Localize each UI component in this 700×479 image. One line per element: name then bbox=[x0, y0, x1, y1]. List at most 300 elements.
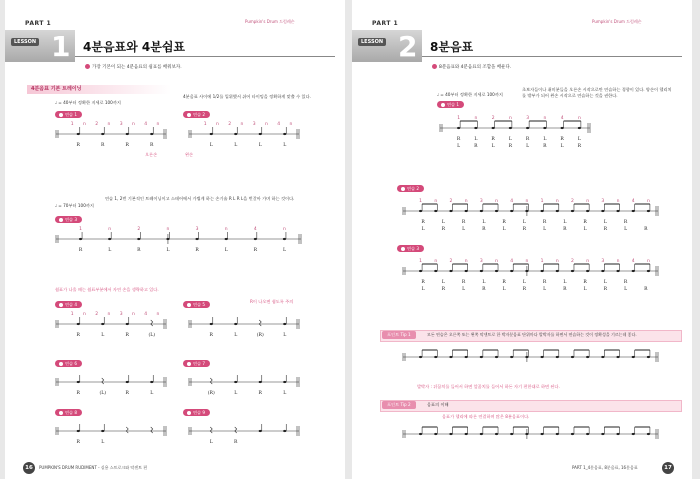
count-label: 4 bbox=[277, 122, 281, 127]
note-head bbox=[465, 356, 468, 358]
tempo-2: ♩ = 70부터 100까지 bbox=[55, 203, 94, 208]
sticking-label: R bbox=[583, 280, 587, 285]
note-head bbox=[259, 430, 262, 432]
note-head bbox=[543, 127, 546, 129]
note-head bbox=[419, 356, 422, 358]
note-head bbox=[434, 210, 437, 212]
note-head bbox=[510, 433, 513, 435]
count-label: n bbox=[525, 259, 529, 264]
count-label: n bbox=[156, 122, 160, 127]
sticking-label: R bbox=[76, 391, 80, 396]
intro-text: 8분음표와 4분음표의 조합을 배운다. bbox=[439, 65, 512, 70]
count-label: n bbox=[283, 227, 286, 232]
note-head bbox=[283, 430, 286, 432]
count-label: n bbox=[82, 122, 86, 127]
page-number: 16 bbox=[23, 462, 35, 474]
sticking-label: (L) bbox=[148, 333, 155, 338]
note-head bbox=[259, 381, 262, 383]
count-label: n bbox=[289, 122, 293, 127]
count-label: 4 bbox=[560, 116, 564, 121]
note-head bbox=[526, 127, 529, 129]
note-head bbox=[540, 210, 543, 212]
count-label: n bbox=[215, 122, 219, 127]
count-label: 4 bbox=[510, 199, 514, 204]
sticking-label: L bbox=[603, 280, 607, 285]
count-label: 4 bbox=[253, 227, 257, 232]
count-label: 2 bbox=[449, 199, 453, 204]
note-head bbox=[225, 238, 228, 240]
note-head bbox=[150, 133, 153, 135]
count-label: 2 bbox=[95, 122, 99, 127]
count-label: n bbox=[107, 312, 111, 317]
note-head bbox=[540, 270, 543, 272]
note-head bbox=[77, 133, 80, 135]
count-label: n bbox=[131, 312, 135, 317]
note-head bbox=[540, 356, 543, 358]
rest-mark bbox=[235, 427, 237, 433]
count-label: 3 bbox=[119, 312, 123, 317]
note-head bbox=[647, 433, 650, 435]
left-hand-label: 왼손 bbox=[185, 152, 194, 157]
sticking-label: L bbox=[441, 280, 445, 285]
drum-icon bbox=[401, 187, 405, 191]
note-head bbox=[556, 356, 559, 358]
sticking-label: L bbox=[234, 391, 238, 396]
count-label: 4 bbox=[631, 199, 635, 204]
count-label: 1 bbox=[203, 122, 207, 127]
sticking-label: R bbox=[101, 143, 105, 148]
sticking-label: R bbox=[542, 220, 547, 225]
sticking-label: L bbox=[508, 137, 512, 142]
count-label: 3 bbox=[601, 199, 605, 204]
count-label: n bbox=[577, 116, 581, 121]
sticking-label: L bbox=[482, 280, 486, 285]
note-head bbox=[419, 210, 422, 212]
footer-text: PART 1_4분음표, 8분음표, 16분음표 bbox=[572, 465, 638, 470]
count-label: n bbox=[264, 122, 268, 127]
count-label: 4 bbox=[144, 122, 148, 127]
count-label: n bbox=[166, 227, 170, 232]
count-label: 1 bbox=[419, 259, 423, 264]
note-head bbox=[434, 433, 437, 435]
count-label: 3 bbox=[526, 116, 530, 121]
footer-text: PUMPKIN'S DRUM RUDIMENT - 실용 스트로크와 악센트 편 bbox=[39, 465, 148, 470]
sticking-label: L bbox=[441, 220, 445, 225]
note-head bbox=[510, 356, 513, 358]
sticking-label: L bbox=[522, 280, 526, 285]
note-head bbox=[525, 433, 528, 435]
sticking-label: R bbox=[522, 287, 527, 292]
note-head bbox=[586, 433, 589, 435]
note-head bbox=[283, 238, 286, 240]
sticking-label: L bbox=[543, 137, 547, 142]
note-head bbox=[616, 270, 619, 272]
count-label: 1 bbox=[419, 199, 423, 204]
count-label: n bbox=[543, 116, 547, 121]
sticking-label: L bbox=[150, 391, 154, 396]
note-head bbox=[586, 270, 589, 272]
sticking-label: R bbox=[482, 227, 486, 232]
note-head bbox=[434, 270, 437, 272]
count-label: 3 bbox=[252, 122, 256, 127]
sticking-label: L bbox=[522, 220, 526, 225]
sticking-label: L bbox=[421, 227, 425, 232]
count-label: n bbox=[508, 116, 512, 121]
tip-1-label: 포인트 Tip 1 bbox=[382, 331, 416, 339]
note-head bbox=[166, 238, 169, 240]
note-head bbox=[419, 270, 422, 272]
note-head bbox=[601, 433, 604, 435]
staff-tip-1 bbox=[397, 345, 662, 375]
count-label: 2 bbox=[137, 227, 141, 232]
note-head bbox=[525, 356, 528, 358]
sticking-label: R bbox=[441, 227, 446, 232]
note-head bbox=[647, 356, 650, 358]
bullet-dot-icon bbox=[85, 64, 90, 69]
note-head bbox=[480, 356, 483, 358]
title-divider bbox=[422, 56, 682, 57]
intro-bullet bbox=[432, 64, 511, 70]
page-number: 17 bbox=[662, 462, 674, 474]
sticking-label: L bbox=[474, 137, 478, 142]
note-head bbox=[474, 127, 477, 129]
note-head bbox=[616, 356, 619, 358]
sticking-label: L bbox=[234, 143, 238, 148]
note-head bbox=[556, 433, 559, 435]
note-head bbox=[283, 133, 286, 135]
sticking-label: L bbox=[583, 227, 587, 232]
count-label: n bbox=[586, 259, 590, 264]
exercise-8-tag: 연습 8 bbox=[55, 409, 82, 416]
count-label: 3 bbox=[479, 259, 483, 264]
lesson-band bbox=[352, 30, 422, 62]
sticking-label: R bbox=[253, 248, 258, 253]
desc: 초보자들이나 취미분들을 오른손 시작으로만 연습하는 경향이 있다. 양손이 헬리치를 밖부가 되어 왼손 시작으로 연습하는 것을 권한다. bbox=[522, 87, 672, 98]
note-head bbox=[495, 270, 498, 272]
exercise-3-tag: 연습 3 bbox=[397, 245, 424, 252]
count-label: 4 bbox=[144, 312, 148, 317]
sticking-label: R bbox=[461, 280, 466, 285]
count-label: 3 bbox=[195, 227, 199, 232]
count-label: n bbox=[555, 259, 559, 264]
drum-icon bbox=[59, 303, 63, 307]
sticking-label: R bbox=[150, 143, 154, 148]
sticking-label: R bbox=[209, 333, 213, 338]
note-head bbox=[126, 323, 129, 325]
count-label: 2 bbox=[571, 199, 574, 204]
sticking-label: R bbox=[461, 220, 466, 225]
note-head bbox=[210, 133, 213, 135]
sticking-label: L bbox=[209, 143, 213, 148]
sticking-label: L bbox=[421, 287, 425, 292]
count-label: n bbox=[156, 312, 160, 317]
note-head bbox=[101, 430, 104, 432]
note-head bbox=[556, 270, 559, 272]
note-head bbox=[495, 433, 498, 435]
sticking-label: R bbox=[474, 144, 478, 149]
exercise-1-tag: 연습 1 bbox=[437, 101, 464, 108]
count-label: 3 bbox=[479, 199, 483, 204]
note-head bbox=[632, 356, 635, 358]
sticking-label: L bbox=[624, 287, 628, 292]
right-page bbox=[352, 0, 692, 479]
bullet-dot-icon bbox=[432, 64, 437, 69]
tip-1-text: 모든 연습은 오른쪽 또는 왼쪽 악센트로 한 박자분음표 단위마다 발박자를 하면서 연습하는 것이 정확성을 기르는데 좋다. bbox=[427, 332, 637, 337]
staff-exercise-6 bbox=[50, 366, 170, 402]
intro-text: 가장 기본이 되는 4분음표의 쉼표를 배워보자. bbox=[92, 65, 182, 70]
note-head bbox=[571, 270, 574, 272]
sticking-label: R bbox=[563, 227, 567, 232]
note-head bbox=[556, 210, 559, 212]
sticking-label: L bbox=[224, 248, 228, 253]
note-head bbox=[137, 238, 140, 240]
count-label: n bbox=[224, 227, 228, 232]
lesson-label: LESSON bbox=[358, 38, 386, 46]
sticking-label: R bbox=[76, 143, 80, 148]
sticking-label: R bbox=[137, 248, 141, 253]
note-head bbox=[101, 133, 104, 135]
count-label: n bbox=[107, 122, 111, 127]
sticking-label: L bbox=[283, 333, 287, 338]
note-head bbox=[601, 356, 604, 358]
page-title: 8분음표 bbox=[430, 40, 474, 54]
note-head bbox=[77, 430, 80, 432]
note-head bbox=[108, 238, 111, 240]
sticking-label: (R) bbox=[207, 391, 215, 396]
title-divider bbox=[75, 56, 335, 57]
rest-mark bbox=[126, 427, 128, 433]
part-label: PART 1 bbox=[372, 20, 399, 27]
desc-2: 연습 1, 2번 기본적인 트레이닝이고 스테어에서 가볍게 하는 손기술 R L R L을 번갈아 가며 하는 것이다. bbox=[105, 196, 295, 201]
sticking-label: L bbox=[577, 137, 581, 142]
note-head bbox=[234, 133, 237, 135]
tip-2-note: 음표가 헬리에 따른 연결하며 많은 8분음표이다. bbox=[442, 414, 530, 419]
count-label: 1 bbox=[540, 259, 544, 264]
note-head bbox=[525, 210, 528, 212]
rest-mark bbox=[102, 378, 104, 384]
sticking-label: L bbox=[283, 143, 287, 148]
note-head bbox=[510, 270, 513, 272]
sticking-label: R bbox=[482, 287, 486, 292]
sticking-label: L bbox=[502, 227, 506, 232]
count-label: n bbox=[616, 199, 620, 204]
note-head bbox=[632, 270, 635, 272]
sticking-label: (L) bbox=[99, 391, 106, 396]
staff-exercise-2 bbox=[183, 118, 303, 158]
note-head bbox=[283, 381, 286, 383]
note-head bbox=[150, 381, 153, 383]
tip-2-box bbox=[380, 400, 682, 412]
tip-2-text: 음표의 이해 bbox=[427, 402, 449, 407]
sticking-label: L bbox=[283, 391, 287, 396]
note-head bbox=[571, 210, 574, 212]
sticking-label: R bbox=[78, 248, 83, 253]
count-label: 1 bbox=[79, 227, 82, 232]
sticking-label: L bbox=[209, 440, 213, 445]
sticking-label: L bbox=[457, 144, 461, 149]
desc-1: 4분음표 사이에 1/2를 입위했서 쉬어 타이밍을 정확하게 맞출 수 있다. bbox=[183, 94, 311, 99]
sticking-label: R bbox=[623, 280, 628, 285]
sticking-label: R bbox=[258, 391, 262, 396]
note-head bbox=[571, 356, 574, 358]
count-label: n bbox=[434, 259, 438, 264]
sticking-label: L bbox=[543, 227, 547, 232]
sticking-label: L bbox=[563, 220, 567, 225]
count-label: 2 bbox=[491, 116, 495, 121]
count-label: 2 bbox=[449, 259, 453, 264]
count-label: n bbox=[646, 199, 650, 204]
note-head bbox=[101, 323, 104, 325]
sticking-label: L bbox=[258, 143, 262, 148]
note-head bbox=[234, 381, 237, 383]
exercise-2-tag: 연습 2 bbox=[397, 185, 424, 192]
note-head bbox=[126, 381, 129, 383]
count-label: n bbox=[474, 116, 478, 121]
note-head bbox=[234, 323, 237, 325]
count-label: n bbox=[555, 199, 559, 204]
rest-mark bbox=[210, 427, 212, 433]
note-head bbox=[419, 433, 422, 435]
sticking-label: R bbox=[456, 137, 461, 142]
tempo-1: ♩ = 40부터 정확한 지세로 100까지 bbox=[55, 100, 121, 105]
note-head bbox=[492, 127, 495, 129]
rest-mark bbox=[151, 320, 153, 326]
sticking-label: R bbox=[195, 248, 199, 253]
sticking-label: R bbox=[76, 440, 80, 445]
staff-exercise-1 bbox=[434, 110, 594, 158]
sticking-label: L bbox=[543, 287, 547, 292]
count-label: 1 bbox=[70, 122, 74, 127]
note-head bbox=[632, 433, 635, 435]
rest-warning: R이 나오면 쉼도록 주의 bbox=[250, 299, 294, 304]
count-label: 2 bbox=[228, 122, 232, 127]
sticking-label: R bbox=[560, 137, 564, 142]
brand-label: Pumpkin's Drum 드럼레슨 bbox=[592, 19, 642, 24]
count-label: 1 bbox=[540, 199, 544, 204]
drum-icon bbox=[187, 303, 191, 307]
count-label: 3 bbox=[601, 259, 605, 264]
staff-tip-2 bbox=[397, 422, 662, 452]
count-label: 1 bbox=[70, 312, 74, 317]
sticking-label: L bbox=[624, 227, 628, 232]
staff-exercise-7 bbox=[183, 366, 303, 402]
count-label: n bbox=[646, 259, 650, 264]
count-label: n bbox=[586, 199, 590, 204]
tip-1-note: 발박자 : 뒤꿈치를 들어서 하면 앞꿈치를 들어서 하든 자기 편한대로 하면 된다. bbox=[417, 384, 560, 389]
staff-exercise-3 bbox=[397, 253, 662, 301]
lesson-band bbox=[5, 30, 75, 62]
sticking-label: R bbox=[644, 227, 648, 232]
note-head bbox=[601, 210, 604, 212]
sticking-label: R bbox=[125, 333, 129, 338]
count-label: n bbox=[464, 199, 468, 204]
note-head bbox=[77, 381, 80, 383]
sticking-label: L bbox=[462, 227, 466, 232]
note-head bbox=[480, 210, 483, 212]
note-head bbox=[283, 323, 286, 325]
sticking-label: L bbox=[603, 220, 607, 225]
lesson-number: 1 bbox=[51, 30, 71, 63]
sticking-label: L bbox=[560, 144, 564, 149]
rest-mark bbox=[151, 427, 153, 433]
exercise-4-tag: 연습 4 bbox=[55, 301, 82, 308]
count-label: n bbox=[464, 259, 468, 264]
note-head bbox=[480, 433, 483, 435]
sticking-label: L bbox=[108, 248, 112, 253]
staff-exercise-2 bbox=[397, 193, 662, 243]
note-head bbox=[457, 127, 460, 129]
count-label: n bbox=[495, 199, 498, 204]
note-head bbox=[601, 270, 604, 272]
staff-exercise-9 bbox=[183, 415, 303, 451]
note-head bbox=[254, 238, 257, 240]
note-head bbox=[434, 356, 437, 358]
section-bar: 4분음표 기본 트레이닝 bbox=[27, 85, 171, 94]
sticking-label: R bbox=[491, 137, 495, 142]
sticking-label: R bbox=[522, 227, 527, 232]
sticking-label: L bbox=[502, 287, 506, 292]
staff-exercise-3 bbox=[50, 223, 305, 263]
note-head bbox=[616, 210, 619, 212]
sticking-label: R bbox=[623, 220, 628, 225]
note-head bbox=[561, 127, 564, 129]
sticking-label: R bbox=[76, 333, 80, 338]
lesson-number: 2 bbox=[398, 30, 418, 63]
count-label: 4 bbox=[631, 259, 635, 264]
sticking-label: L bbox=[526, 144, 530, 149]
exercise-1-tag: 연습 1 bbox=[55, 111, 82, 118]
lesson-label: LESSON bbox=[11, 38, 39, 46]
page-title: 4분음표와 4분쉼표 bbox=[83, 40, 186, 54]
sticking-label: R bbox=[583, 220, 587, 225]
note-head bbox=[259, 133, 262, 135]
sticking-label: R bbox=[125, 143, 129, 148]
drum-icon bbox=[59, 113, 63, 117]
note-head bbox=[449, 270, 452, 272]
note-head bbox=[79, 238, 82, 240]
rest-mark bbox=[210, 378, 212, 384]
drum-icon bbox=[59, 218, 63, 222]
count-label: 3 bbox=[119, 122, 123, 127]
note-head bbox=[647, 270, 650, 272]
exercise-2-tag: 연습 2 bbox=[183, 111, 210, 118]
sticking-label: R bbox=[563, 287, 567, 292]
sticking-label: L bbox=[583, 287, 587, 292]
count-label: 1 bbox=[457, 116, 461, 121]
note-head bbox=[647, 210, 650, 212]
count-label: 2 bbox=[95, 312, 99, 317]
note-head bbox=[632, 210, 635, 212]
note-head bbox=[586, 210, 589, 212]
tempo: ♩ = 40부터 정확한 지세로 100까지 bbox=[437, 92, 503, 97]
count-label: n bbox=[525, 199, 529, 204]
sticking-label: R bbox=[234, 440, 238, 445]
exercise-7-tag: 연습 7 bbox=[183, 360, 210, 367]
sticking-label: L bbox=[101, 333, 105, 338]
staff-exercise-8 bbox=[50, 415, 170, 451]
sticking-label: R bbox=[603, 227, 608, 232]
note-head bbox=[509, 127, 512, 129]
tip-2-label: 포인트 Tip 2 bbox=[382, 401, 416, 409]
note-head bbox=[77, 323, 80, 325]
exercise-6-tag: 연습 6 bbox=[55, 360, 82, 367]
sticking-label: L bbox=[234, 333, 238, 338]
count-label: n bbox=[616, 259, 620, 264]
drum-icon bbox=[441, 103, 445, 107]
note-head bbox=[480, 270, 483, 272]
count-label: n bbox=[131, 122, 135, 127]
staff-exercise-4 bbox=[50, 308, 170, 348]
